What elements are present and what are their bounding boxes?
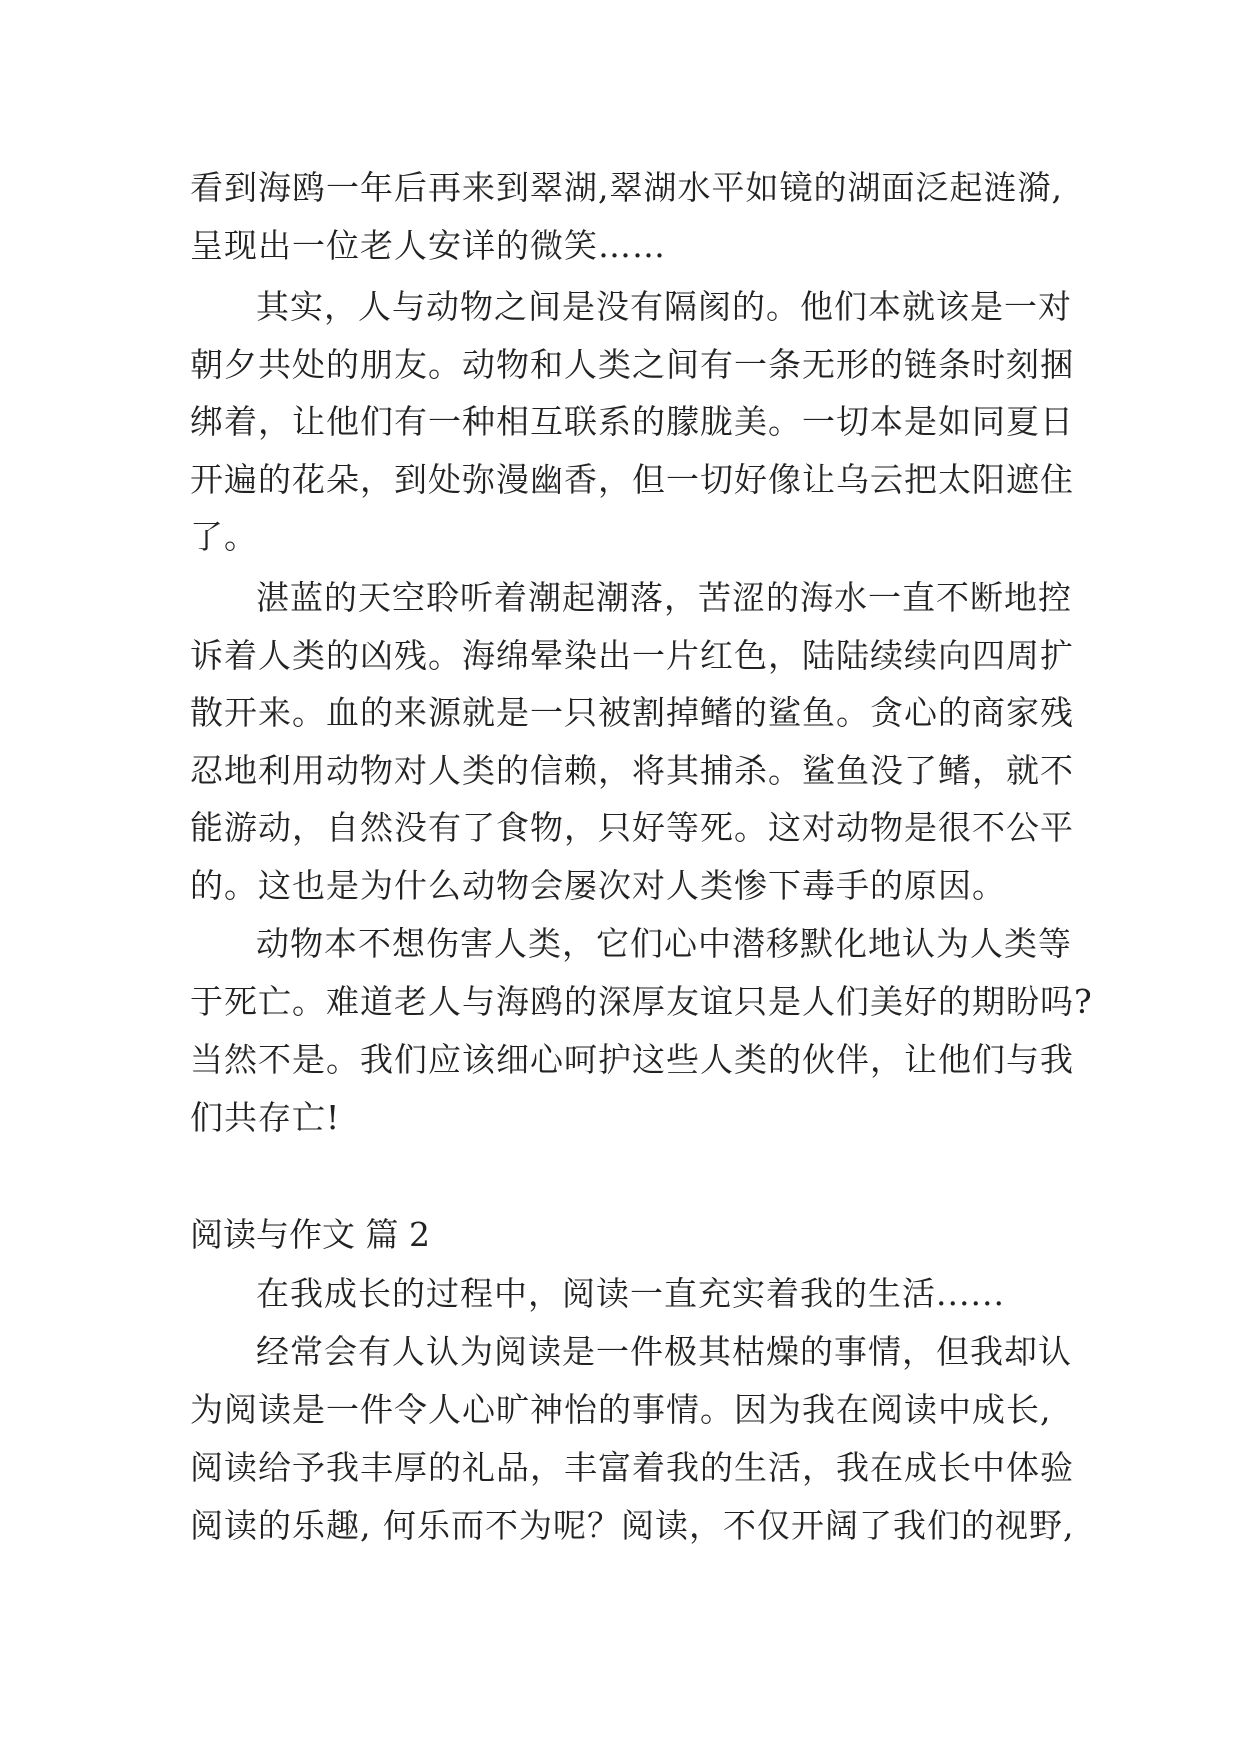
text-line: 诉着人类的凶残。海绵晕染出一片红色，陆陆续续向四周扩 <box>190 636 1074 675</box>
text-line: 了。 <box>190 517 258 556</box>
text-line: 于死亡。难道老人与海鸥的深厚友谊只是人们美好的期盼吗? <box>190 982 1093 1021</box>
text-line: 呈现出一位老人安详的微笑…… <box>190 226 666 265</box>
text-line: 其实，人与动物之间是没有隔阂的。他们本就该是一对 <box>256 287 1072 326</box>
text-line: 阅读的乐趣, 何乐而不为呢？阅读，不仅开阔了我们的视野, <box>190 1506 1075 1545</box>
text-line: 经常会有人认为阅读是一件极其枯燥的事情，但我却认 <box>256 1332 1072 1371</box>
text-line: 阅读给予我丰厚的礼品，丰富着我的生活，我在成长中体验 <box>190 1448 1074 1487</box>
text-line: 忍地利用动物对人类的信赖，将其捕杀。鲨鱼没了鳍，就不 <box>190 751 1074 790</box>
text-line: 在我成长的过程中，阅读一直充实着我的生活...... <box>256 1274 1005 1313</box>
text-line: 当然不是。我们应该细心呵护这些人类的伙伴，让他们与我 <box>190 1040 1074 1079</box>
text-line: 看到海鸥一年后再来到翠湖,翠湖水平如镜的湖面泛起涟漪, <box>190 168 1063 207</box>
text-line: 开遍的花朵，到处弥漫幽香，但一切好像让乌云把太阳遮住 <box>190 460 1074 499</box>
text-line: 朝夕共处的朋友。动物和人类之间有一条无形的链条时刻捆 <box>190 345 1074 384</box>
section-heading: 阅读与作文 篇 2 <box>190 1215 430 1254</box>
text-line: 为阅读是一件令人心旷神怡的事情。因为我在阅读中成长, <box>190 1390 1052 1429</box>
text-line: 们共存亡! <box>190 1098 341 1137</box>
text-line: 能游动，自然没有了食物，只好等死。这对动物是很不公平 <box>190 808 1074 847</box>
text-line: 湛蓝的天空聆听着潮起潮落，苦涩的海水一直不断地控 <box>256 578 1072 617</box>
text-line: 的。这也是为什么动物会屡次对人类惨下毒手的原因。 <box>190 866 1006 905</box>
text-line: 散开来。血的来源就是一只被割掉鳍的鲨鱼。贪心的商家残 <box>190 693 1074 732</box>
text-line: 绑着，让他们有一种相互联系的朦胧美。一切本是如同夏日 <box>190 402 1074 441</box>
text-line: 动物本不想伤害人类，它们心中潜移默化地认为人类等 <box>256 924 1072 963</box>
